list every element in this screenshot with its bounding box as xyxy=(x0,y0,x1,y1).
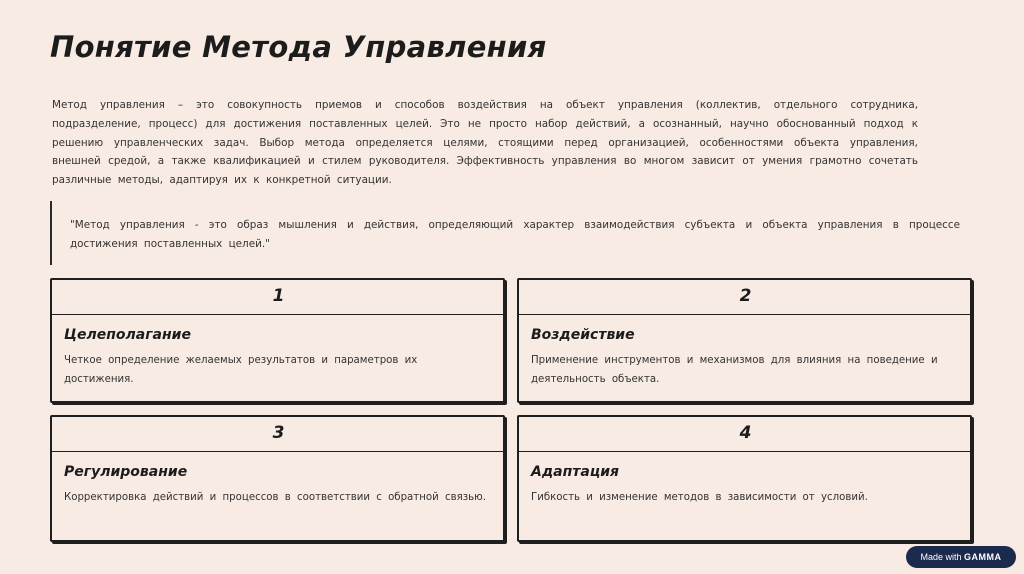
card-text: Применение инструментов и механизмов для влияния на поведение и деятельность объекта. xyxy=(531,355,938,385)
card-3 xyxy=(50,415,505,542)
card-title: Регулирование xyxy=(64,464,188,480)
card-4 xyxy=(517,415,972,542)
quote-bar xyxy=(50,201,52,265)
intro-paragraph: Метод управления – это совокупность приемов и способов воздействия на объект управления (коллектив, отдельного сотрудника, подразделение, процесс) для достижения поставленных целей. Это не просто набор действий, а осознанный, научно обоснованный подход к решению управленческих задач. Выбор метода определяется целями, стоящими перед организацией, особенностями объекта управления, внешней средой, а также квалификацией и стилем руководителя. Эффективность управления во многом зависит от умения грамотно сочетать различные методы, адаптируя их к конкретной ситуации. xyxy=(52,99,918,187)
card-title: Адаптация xyxy=(531,464,619,480)
card-number: 3 xyxy=(52,417,505,452)
card-number: 1 xyxy=(52,280,505,315)
card-text: Четкое определение желаемых результатов и параметров их достижения. xyxy=(64,355,418,385)
quote-text: "Метод управления - это образ мышления и действия, определяющий характер взаимодействия субъекта и объекта управления в процессе достижения поставленных целей." xyxy=(70,219,960,250)
made-with-gamma-badge[interactable] xyxy=(906,546,1016,568)
card-number: 4 xyxy=(519,417,972,452)
card-number: 2 xyxy=(519,280,972,315)
badge-brand: GAMMA xyxy=(964,552,1002,562)
card-2 xyxy=(517,278,972,403)
badge-prefix: Made with xyxy=(920,552,962,562)
card-title: Воздействие xyxy=(531,327,635,343)
card-title: Целеполагание xyxy=(64,327,191,343)
page-title: Понятие Метода Управления xyxy=(50,30,547,64)
card-text: Корректировка действий и процессов в соответствии с обратной связью. xyxy=(64,492,486,503)
card-1 xyxy=(50,278,505,403)
card-text: Гибкость и изменение методов в зависимости от условий. xyxy=(531,492,868,503)
